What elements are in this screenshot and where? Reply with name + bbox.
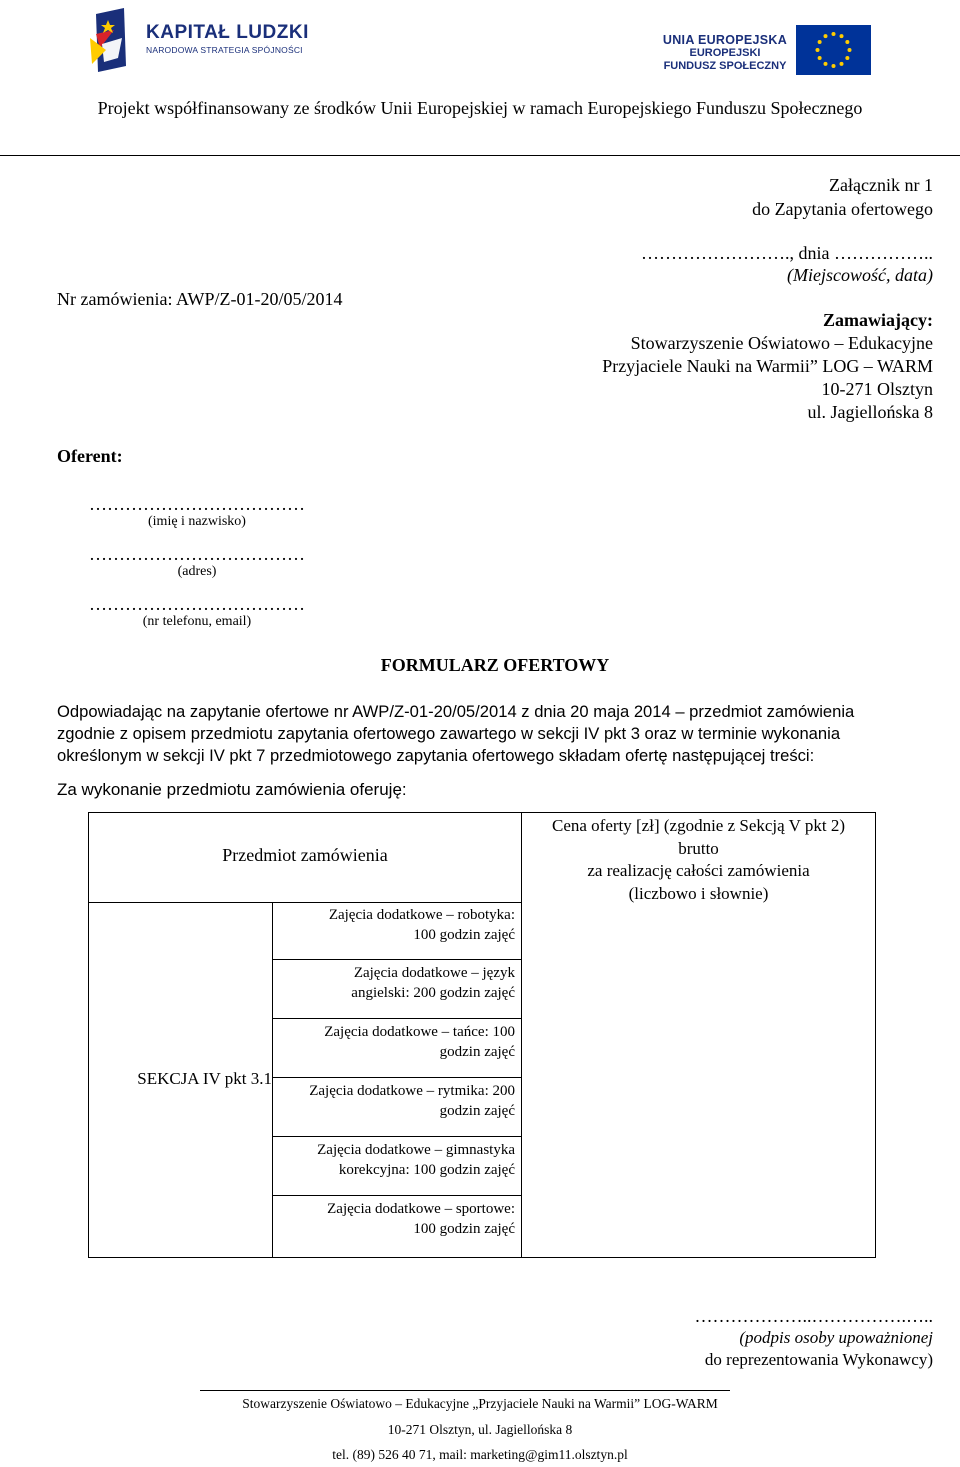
intro-line-2: zgodnie z opisem przedmiotu zapytania ofertowego zawartego w sekcji IV pkt 3 oraz w terminie wykonania (57, 724, 841, 743)
kapital-ludzki-title: KAPITAŁ LUDZKI (146, 22, 309, 43)
intro-line-1: Odpowiadając na zapytanie ofertowe nr AWP/Z-01-20/05/2014 z dnia 20 maja 2014 – przedmiot zamówienia (57, 702, 855, 721)
table-item-line: Zajęcia dodatkowe – tańce: 100 (324, 1024, 515, 1040)
footer-organization: Stowarzyszenie Oświatowo – Edukacyjne „Przyjaciele Nauki na Warmii” LOG-WARM (242, 1396, 718, 1411)
eu-logo-line1: UNIA EUROPEJSKA (662, 33, 788, 47)
eu-star-icon (848, 48, 852, 52)
eu-star-icon (832, 32, 836, 36)
table-section-label: SEKCJA IV pkt 3.1 (137, 1069, 272, 1088)
eu-logo-text (660, 34, 790, 73)
table-item-dance (324, 1022, 515, 1062)
table-row-divider (272, 1136, 521, 1137)
table-item-line: 100 godzin zajęć (413, 927, 515, 943)
table-item-line: Zajęcia dodatkowe – gimnastyka (317, 1142, 515, 1158)
table-item-english (351, 963, 515, 1003)
table-section-divider (272, 902, 273, 1257)
table-row-divider (272, 959, 521, 960)
table-item-line: godzin zajęć (439, 1103, 515, 1119)
offer-intro: Za wykonanie przedmiotu zamówienia oferuję: (57, 780, 407, 799)
table-header-price-line2: brutto (678, 838, 719, 858)
project-cofinancing-line: Projekt współfinansowany ze środków Unii Europejskiej w ramach Europejskiego Funduszu Społecznego (97, 98, 863, 118)
bidder-label: Oferent: (57, 446, 123, 466)
intro-paragraph (57, 701, 937, 767)
table-item-rhythmics (309, 1081, 515, 1121)
table-item-gymnastics (317, 1140, 515, 1180)
table-header-price-line1: Cena oferty [zł] (zgodnie z Sekcją V pkt 2) (552, 816, 845, 835)
attachment-number: Załącznik nr 1 (829, 175, 933, 195)
table-row-divider (272, 1018, 521, 1019)
ordering-party-label: Zamawiający: (823, 310, 933, 330)
table-header-subject: Przedmiot zamówienia (222, 845, 388, 865)
table-row-divider (272, 1195, 521, 1196)
table-item-line: Zajęcia dodatkowe – język (353, 965, 515, 981)
table-item-line: Zajęcia dodatkowe – sportowe: (327, 1201, 515, 1217)
footer-contact: tel. (89) 526 40 71, mail: marketing@gim11.olsztyn.pl (332, 1447, 628, 1462)
signature-caption-line1: (podpis osoby upoważnionej (739, 1328, 933, 1347)
ordering-party-line4: ul. Jagiellońska 8 (807, 402, 933, 422)
eu-star-icon (816, 48, 820, 52)
signature-dots: ………………..…………….….. (694, 1306, 933, 1326)
kapital-ludzki-subtitle: NARODOWA STRATEGIA SPÓJNOŚCI (146, 45, 303, 55)
eu-star-icon (824, 34, 828, 38)
signature-caption-line2: do reprezentowania Wykonawcy) (704, 1350, 933, 1369)
eu-logo-line3: FUNDUSZ SPOŁECZNY (663, 60, 787, 72)
table-item-line: 100 godzin zajęć (413, 1221, 515, 1237)
ordering-party-line3: 10-271 Olsztyn (821, 379, 933, 399)
header-divider (0, 155, 960, 156)
table-item-line: godzin zajęć (439, 1044, 515, 1060)
table-row-divider (272, 1077, 521, 1078)
place-date-dots: ……………………., dnia …………….. (641, 243, 933, 263)
table-header-price (521, 815, 876, 905)
table-item-line: angielski: 200 godzin zajęć (351, 985, 515, 1001)
bidder-contact-dots: ……………………………… (89, 594, 305, 614)
bidder-address-dots: ……………………………… (89, 544, 305, 564)
bidder-address-caption: (adres) (177, 564, 217, 579)
table-item-sports (327, 1199, 515, 1239)
bidder-contact-caption: (nr telefonu, email) (142, 614, 252, 629)
place-date-caption: (Miejscowość, data) (787, 265, 933, 285)
table-header-price-line4: (liczbowo i słownie) (628, 883, 769, 903)
footer-address: 10-271 Olsztyn, ul. Jagiellońska 8 (387, 1422, 573, 1437)
eu-star-icon (845, 56, 849, 60)
table-item-robotics (329, 905, 515, 945)
table-item-line: Zajęcia dodatkowe – robotyka: (328, 907, 515, 923)
table-header-divider (89, 902, 521, 903)
eu-star-icon (840, 34, 844, 38)
ordering-party-line1: Stowarzyszenie Oświatowo – Edukacyjne (630, 333, 933, 353)
bidder-name-dots: ……………………………… (89, 494, 305, 514)
attachment-reference: do Zapytania ofertowego (752, 199, 933, 219)
form-title: FORMULARZ OFERTOWY (380, 655, 610, 675)
ordering-party-line2: Przyjaciele Nauki na Warmii” LOG – WARM (602, 356, 933, 376)
order-number: Nr zamówienia: AWP/Z-01-20/05/2014 (57, 289, 343, 309)
eu-star-icon (818, 40, 822, 44)
offer-table (88, 812, 876, 1258)
table-item-line: Zajęcia dodatkowe – rytmika: 200 (309, 1083, 515, 1099)
table-header-price-line3: za realizację całości zamówienia (587, 861, 810, 880)
table-item-line: korekcyjna: 100 godzin zajęć (338, 1162, 515, 1178)
eu-star-icon (845, 40, 849, 44)
bidder-name-caption: (imię i nazwisko) (148, 514, 246, 529)
eu-star-icon (818, 56, 822, 60)
eu-star-icon (840, 62, 844, 66)
eu-logo-line2: EUROPEJSKI (689, 47, 761, 59)
eu-star-icon (832, 64, 836, 68)
footer-divider (200, 1390, 730, 1391)
intro-line-3: określonym w sekcji IV pkt 7 przedmiotowego zapytania ofertowego składam ofertę następującej treści: (57, 746, 815, 765)
eu-flag-icon (796, 25, 871, 75)
eu-star-icon (824, 62, 828, 66)
